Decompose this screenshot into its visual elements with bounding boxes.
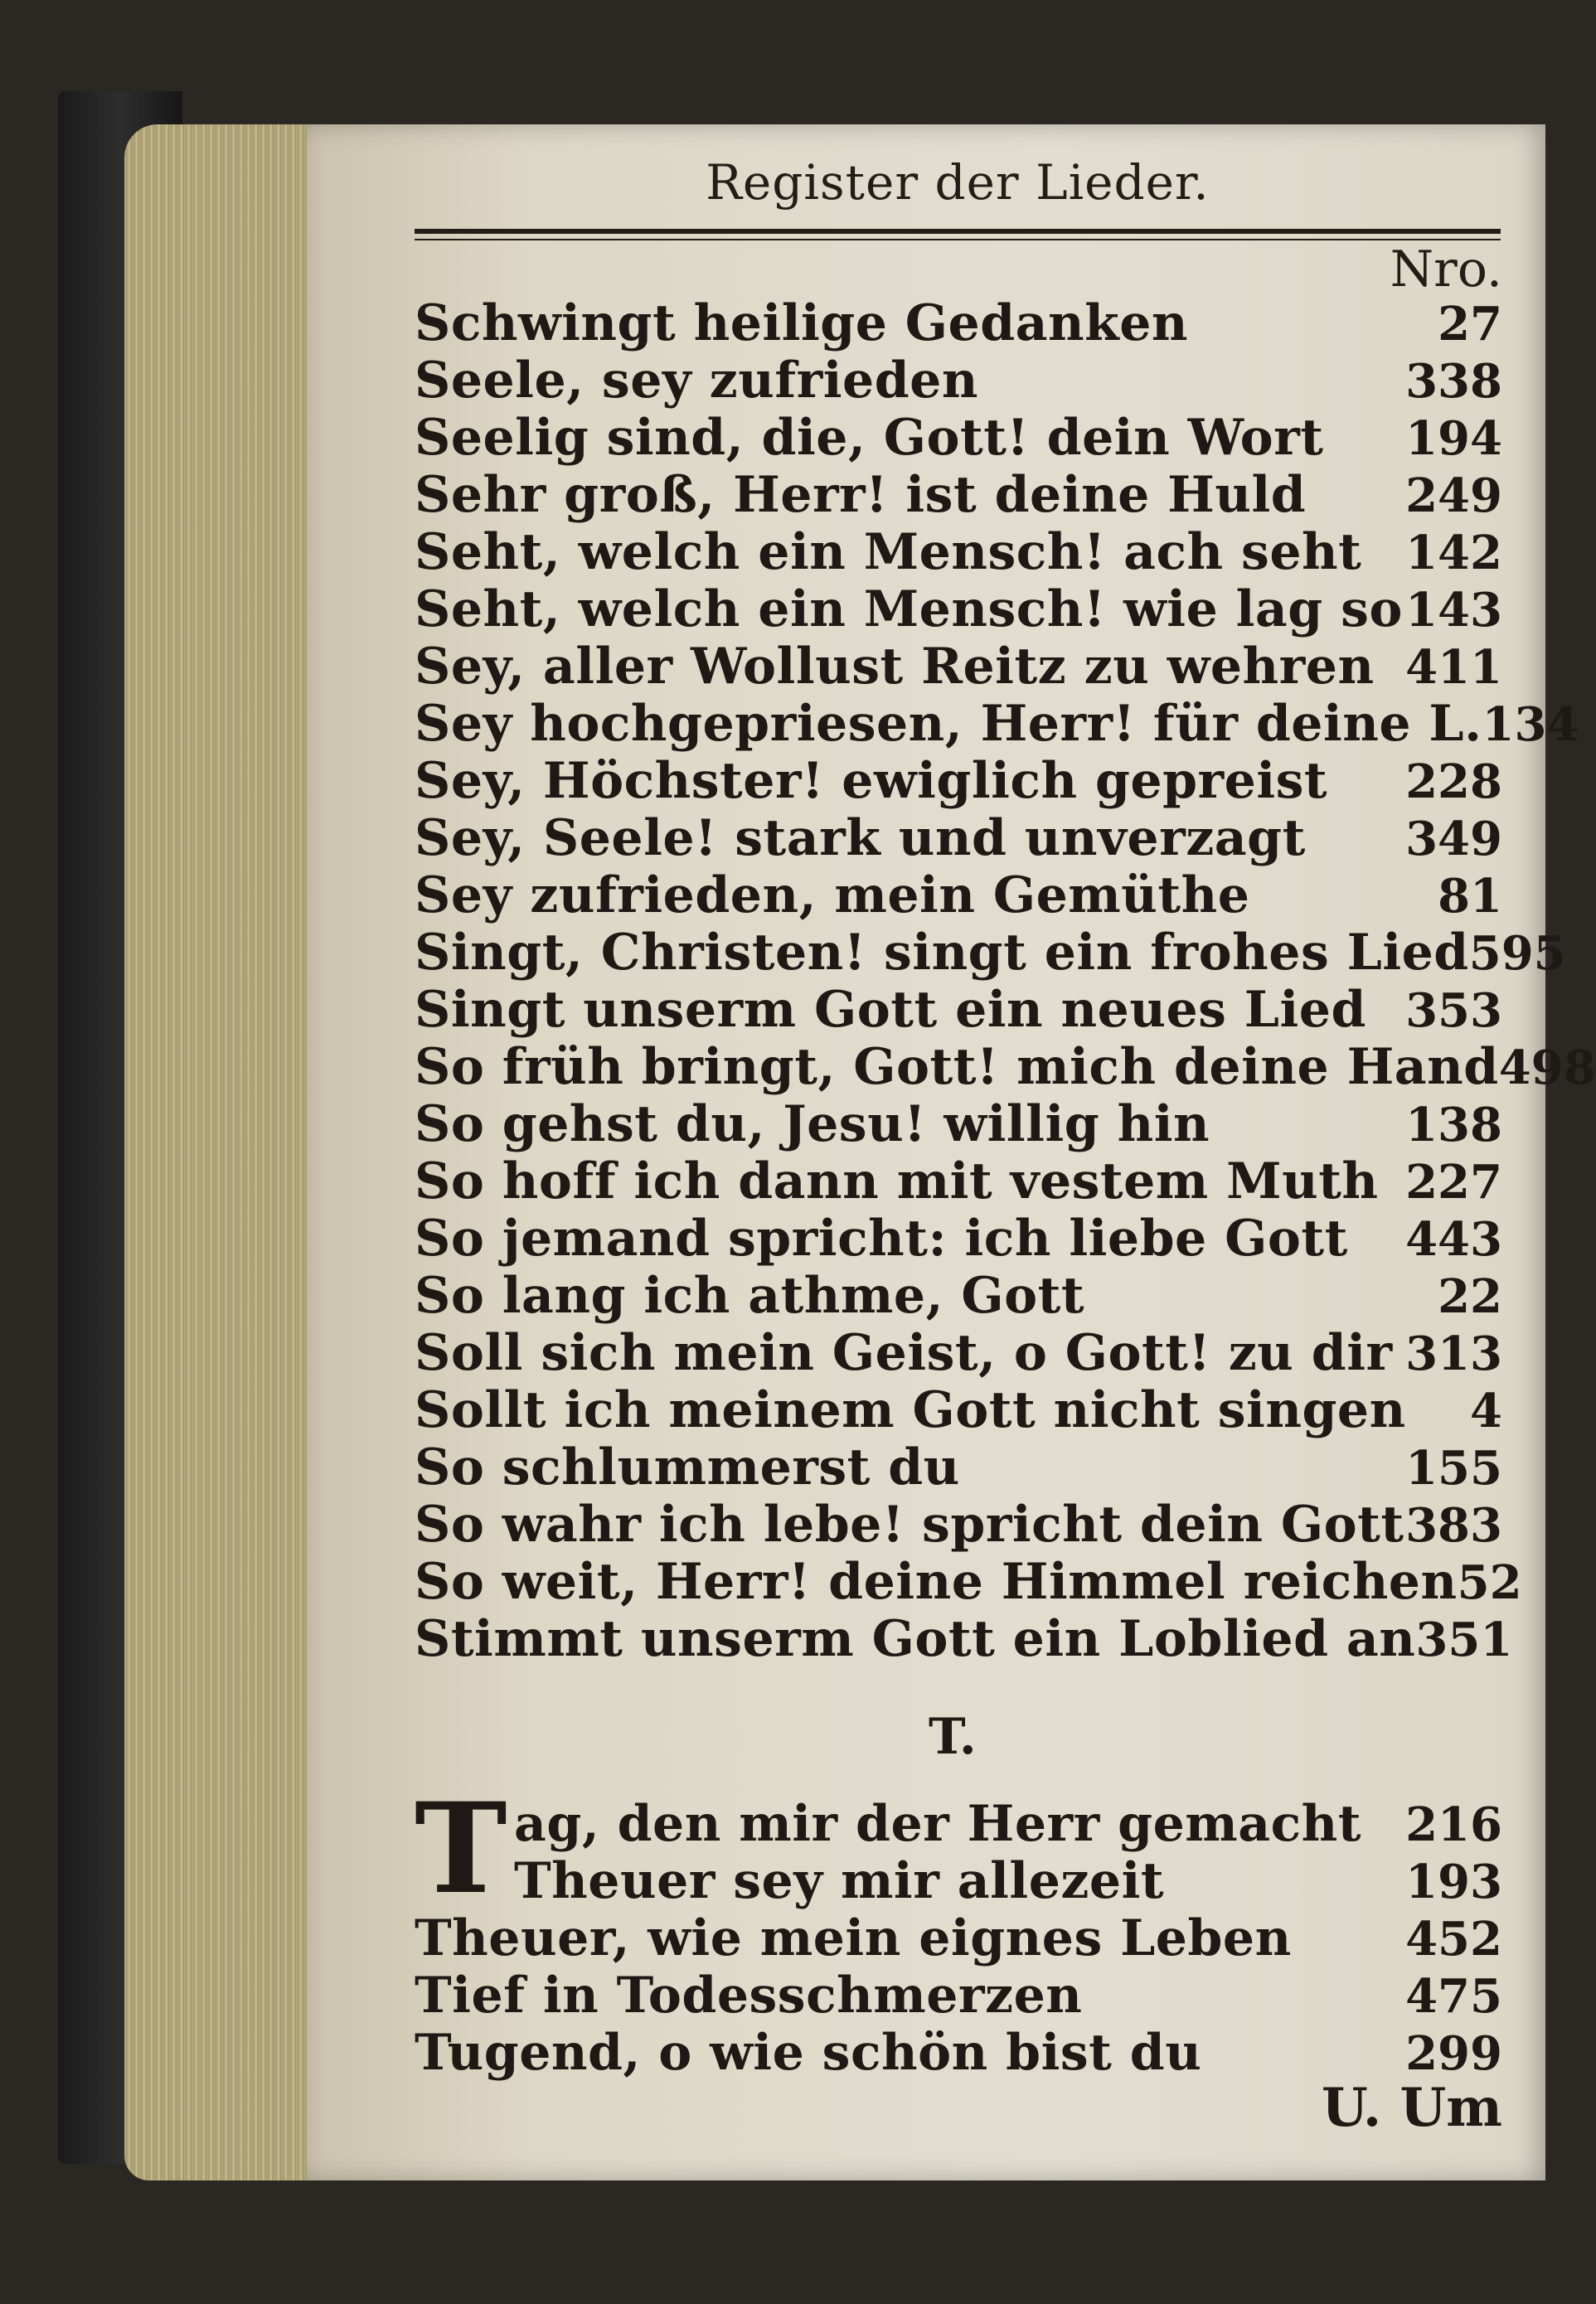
index-entry — [415, 1610, 1513, 1668]
index-entry — [415, 1381, 1502, 1438]
header-rule-thin — [415, 239, 1501, 240]
index-entry — [415, 580, 1502, 638]
entry-title: Sehr groß, Herr! ist deine Huld — [415, 466, 1307, 524]
entry-title: So früh bringt, Gott! mich deine Hand — [415, 1038, 1499, 1096]
entry-title: Singt, Christen! singt ein frohes Lied — [415, 924, 1469, 982]
entry-number: 134 — [1482, 697, 1579, 752]
entry-title: Seht, welch ein Mensch! wie lag so — [415, 580, 1403, 638]
index-entry — [415, 1909, 1502, 1967]
index-entry — [415, 1095, 1502, 1152]
entry-number: 475 — [1405, 1969, 1502, 2024]
entry-title: Sey, aller Wollust Reitz zu wehren — [415, 638, 1375, 696]
index-entry — [415, 866, 1502, 924]
entry-title: Soll sich mein Geist, o Gott! zu dir — [415, 1324, 1393, 1382]
index-entry — [415, 466, 1502, 523]
index-entry — [415, 1852, 1502, 1909]
index-entry — [415, 924, 1566, 982]
index-entry — [415, 352, 1502, 409]
index-entry — [415, 2024, 1502, 2081]
entry-number: 411 — [1405, 640, 1502, 695]
entry-title: Seele, sey zufrieden — [415, 352, 978, 410]
entry-title: So lang ich athme, Gott — [415, 1267, 1085, 1325]
entry-title: So schlummerst du — [415, 1438, 960, 1496]
index-entry — [415, 1496, 1502, 1553]
catchword: U. Um — [1321, 2077, 1502, 2139]
index-entry — [415, 1967, 1502, 2024]
entry-number: 349 — [1405, 812, 1502, 866]
entry-number: 138 — [1405, 1098, 1502, 1152]
entry-title: Sey hochgepriesen, Herr! für deine L. — [415, 695, 1482, 753]
index-entry — [415, 1038, 1596, 1096]
entry-number: 452 — [1405, 1912, 1502, 1967]
entry-number: 595 — [1468, 926, 1566, 981]
index-list-s — [415, 294, 1596, 1668]
entry-title: Singt unserm Gott ein neues Lied — [415, 981, 1366, 1039]
entry-number: 299 — [1405, 2026, 1502, 2081]
entry-title: Tugend, o wie schön bist du — [415, 2024, 1202, 2082]
page-edges — [124, 124, 315, 2180]
index-entry — [415, 809, 1502, 866]
entry-number: 228 — [1405, 754, 1502, 809]
entry-number: 498 — [1498, 1040, 1596, 1095]
entry-number: 27 — [1438, 297, 1502, 352]
index-entry — [415, 1152, 1502, 1210]
entry-number: 249 — [1405, 468, 1502, 523]
index-entry — [415, 695, 1579, 753]
entry-title: Seht, welch ein Mensch! ach seht — [415, 523, 1362, 581]
drop-capital: T — [415, 1776, 507, 1922]
entry-title: So gehst du, Jesu! willig hin — [415, 1095, 1210, 1153]
entry-number: 443 — [1405, 1212, 1502, 1267]
entry-number: 227 — [1405, 1155, 1502, 1210]
entry-number: 81 — [1438, 869, 1502, 924]
index-entry — [415, 1324, 1502, 1381]
index-entry — [415, 1210, 1502, 1267]
entry-title: Sey, Seele! stark und unverzagt — [415, 809, 1306, 867]
index-entry — [415, 1438, 1502, 1496]
entry-number: 22 — [1438, 1269, 1502, 1324]
entry-number: 353 — [1405, 983, 1502, 1038]
entry-number: 4 — [1470, 1384, 1502, 1438]
entry-title: Stimmt unserm Gott ein Loblied an — [415, 1610, 1416, 1668]
entry-title: Theuer, wie mein eignes Leben — [415, 1909, 1292, 1967]
entry-title: Schwingt heilige Gedanken — [415, 294, 1189, 352]
entry-number: 351 — [1415, 1613, 1513, 1667]
index-entry — [415, 1267, 1502, 1324]
entry-number: 313 — [1405, 1327, 1502, 1381]
section-heading-t: T. — [929, 1708, 977, 1766]
index-entry — [415, 1553, 1522, 1611]
entry-number: 142 — [1405, 526, 1502, 580]
number-column-label: Nro. — [1390, 240, 1502, 298]
entry-title: Sollt ich meinem Gott nicht singen — [415, 1381, 1406, 1439]
index-entry — [415, 523, 1502, 580]
entry-title: Seelig sind, die, Gott! dein Wort — [415, 409, 1324, 467]
page-title: Register der Lieder. — [706, 154, 1210, 211]
entry-number: 338 — [1405, 354, 1502, 409]
index-list-t — [415, 1795, 1502, 2081]
entry-title: So wahr ich lebe! spricht dein Gott — [415, 1496, 1404, 1554]
index-entry — [415, 981, 1502, 1038]
entry-title: So weit, Herr! deine Himmel reichen — [415, 1553, 1458, 1611]
entry-number: 143 — [1405, 583, 1502, 638]
entry-number: 52 — [1457, 1555, 1522, 1610]
entry-title: Tief in Todesschmerzen — [415, 1967, 1083, 2025]
entry-number: 383 — [1405, 1498, 1502, 1553]
index-entry — [415, 752, 1502, 809]
entry-number: 194 — [1405, 411, 1502, 466]
header-rule-thick — [415, 229, 1501, 234]
entry-number: 193 — [1405, 1855, 1502, 1909]
entry-number: 216 — [1405, 1797, 1502, 1852]
entry-title: So jemand spricht: ich liebe Gott — [415, 1210, 1348, 1268]
entry-title: ag, den mir der Herr gemacht — [514, 1795, 1361, 1853]
page-header — [415, 154, 1501, 229]
index-entry — [415, 409, 1502, 466]
index-entry — [415, 638, 1502, 695]
entry-number: 155 — [1405, 1441, 1502, 1496]
entry-title: Sey zufrieden, mein Gemüthe — [415, 866, 1250, 924]
index-entry — [415, 294, 1502, 352]
entry-title: So hoff ich dann mit vestem Muth — [415, 1152, 1379, 1210]
entry-title: Sey, Höchster! ewiglich gepreist — [415, 752, 1328, 810]
index-entry — [415, 1795, 1502, 1852]
entry-title: Theuer sey mir allezeit — [514, 1852, 1165, 1910]
